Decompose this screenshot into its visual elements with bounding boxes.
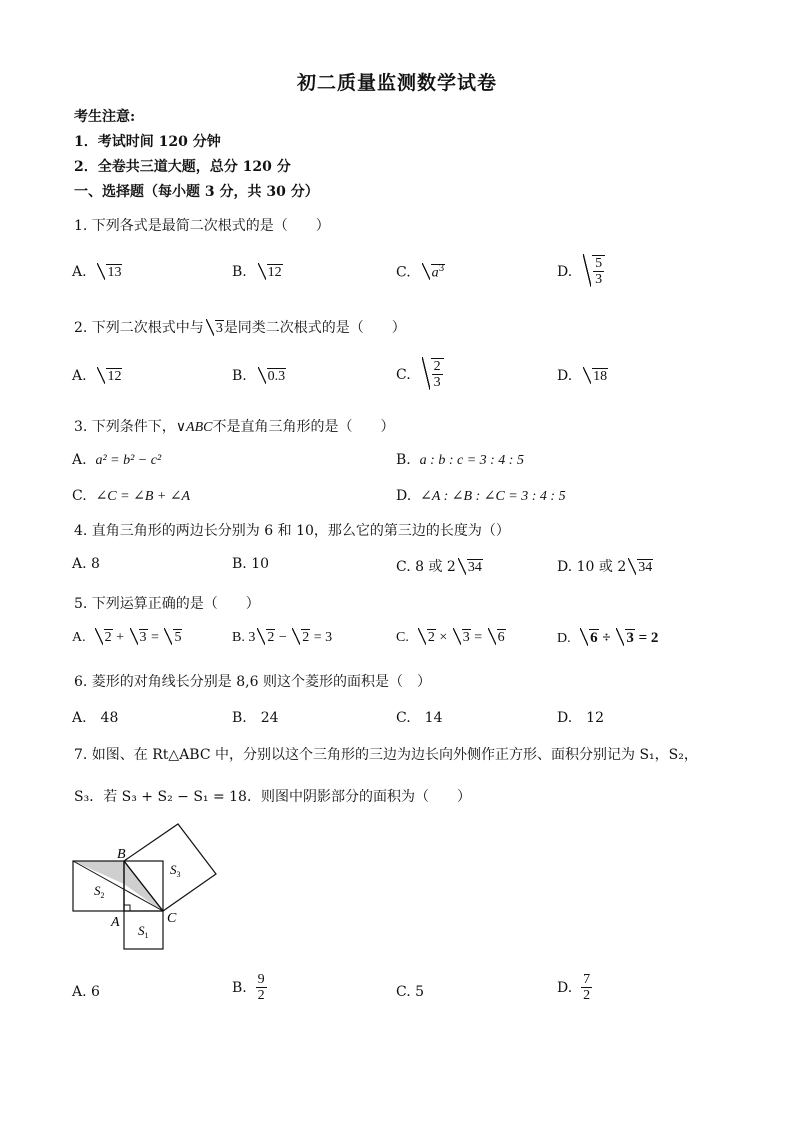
q4-option-c[interactable]: C. 8 或 2 34 [396, 559, 482, 575]
label-c: C [167, 911, 177, 926]
notice-item-1: 1．考试时间 120 分钟 [74, 134, 221, 150]
label-s2: S [94, 883, 101, 898]
q1-option-d[interactable]: D. $\frac{5}{3}$ [557, 255, 605, 288]
q5-option-d[interactable]: D. 6 ÷ 3 = 2 [557, 630, 659, 646]
svg-text:S1: $S_1$ [138, 923, 149, 940]
question-7-stem-line1: 7. 如图、在 Rt△ABC 中，分别以这个三角形的三边为边长向外侧作正方形、面积分别记为 S₁，S₂， [74, 747, 698, 763]
q6-option-c[interactable]: C. 14 [396, 710, 443, 726]
q3-option-d[interactable]: D. ∠A : ∠B : ∠C = 3 : 4 : 5 [396, 488, 566, 504]
q6-option-d[interactable]: D. 12 [557, 710, 604, 726]
notice-heading: 考生注意: [74, 109, 136, 125]
label-a: A [111, 915, 120, 930]
q5-option-c[interactable]: C. 2 × 3 = 6 [396, 630, 505, 645]
q7-option-c[interactable]: C. 5 [396, 984, 425, 1000]
label-s3: S [170, 862, 177, 877]
geometry-figure [70, 820, 222, 954]
question-3-stem: 3. 下列条件下，∨ABC不是直角三角形的是（ ） [74, 419, 395, 435]
q1-option-c[interactable]: C. $a^3$ [396, 264, 445, 281]
question-4-stem: 4. 直角三角形的两边长分别为 6 和 10，那么它的第三边的长度为（） [74, 523, 510, 539]
q4-option-a[interactable]: A. 8 [72, 556, 100, 572]
q5-option-a[interactable]: A. 2 + 3 = 5 [72, 630, 182, 645]
q3-option-b[interactable]: B. a : b : c = 3 : 4 : 5 [396, 452, 524, 468]
q6-option-b[interactable]: B. 24 [232, 710, 279, 726]
q2-option-c[interactable]: C. $\frac{2}{3}$ [396, 358, 444, 391]
label-b: B [117, 847, 126, 862]
section-heading: 一、选择题（每小题 3 分，共 30 分） [74, 184, 319, 200]
notice-item-2: 2．全卷共三道大题，总分 120 分 [74, 159, 291, 175]
q7-option-b[interactable]: B. $\frac{9}{2}$ [232, 972, 265, 1004]
q6-option-a[interactable]: A. 48 [72, 710, 119, 726]
q3-option-a[interactable]: A. a² = b² − c² [72, 452, 162, 468]
question-2-stem: 2. 下列二次根式中与 3是同类二次根式的是（ ） [74, 320, 406, 336]
q4-option-d[interactable]: D. 10 或 2 34 [557, 559, 653, 575]
label-s1: S [138, 923, 145, 938]
question-5-stem: 5. 下列运算正确的是（ ） [74, 596, 260, 612]
q5-option-b[interactable]: B. 3 2 − 2 = 3 [232, 630, 333, 645]
q7-option-a[interactable]: A. 6 [72, 984, 100, 1000]
q3-option-c[interactable]: C. ∠C = ∠B + ∠A [72, 488, 191, 504]
svg-text:S3: $S_3$ [170, 862, 181, 879]
q2-option-d[interactable]: D. 18 [557, 368, 608, 384]
question-1-stem: 1. 下列各式是最简二次根式的是（ ） [74, 218, 330, 234]
question-6-stem: 6. 菱形的对角线长分别是 8,6 则这个菱形的面积是（ ） [74, 674, 431, 690]
q2-option-a[interactable]: A. 12 [72, 368, 122, 384]
svg-text:S2: $S_2$ [94, 883, 105, 900]
q1-option-b[interactable]: B. 12 [232, 264, 282, 280]
q4-option-b[interactable]: B. 10 [232, 556, 270, 572]
q2-option-b[interactable]: B. 0.3 [232, 368, 286, 384]
q7-option-d[interactable]: D. $\frac{7}{2}$ [557, 972, 591, 1004]
page-title: 初二质量监测数学试卷 [296, 72, 497, 94]
q1-option-a[interactable]: A. 13 [72, 264, 122, 280]
question-7-stem-line2: S₃．若 S₃ + S₂ − S₁ = 18．则图中阴影部分的面积为（ ） [74, 789, 471, 805]
